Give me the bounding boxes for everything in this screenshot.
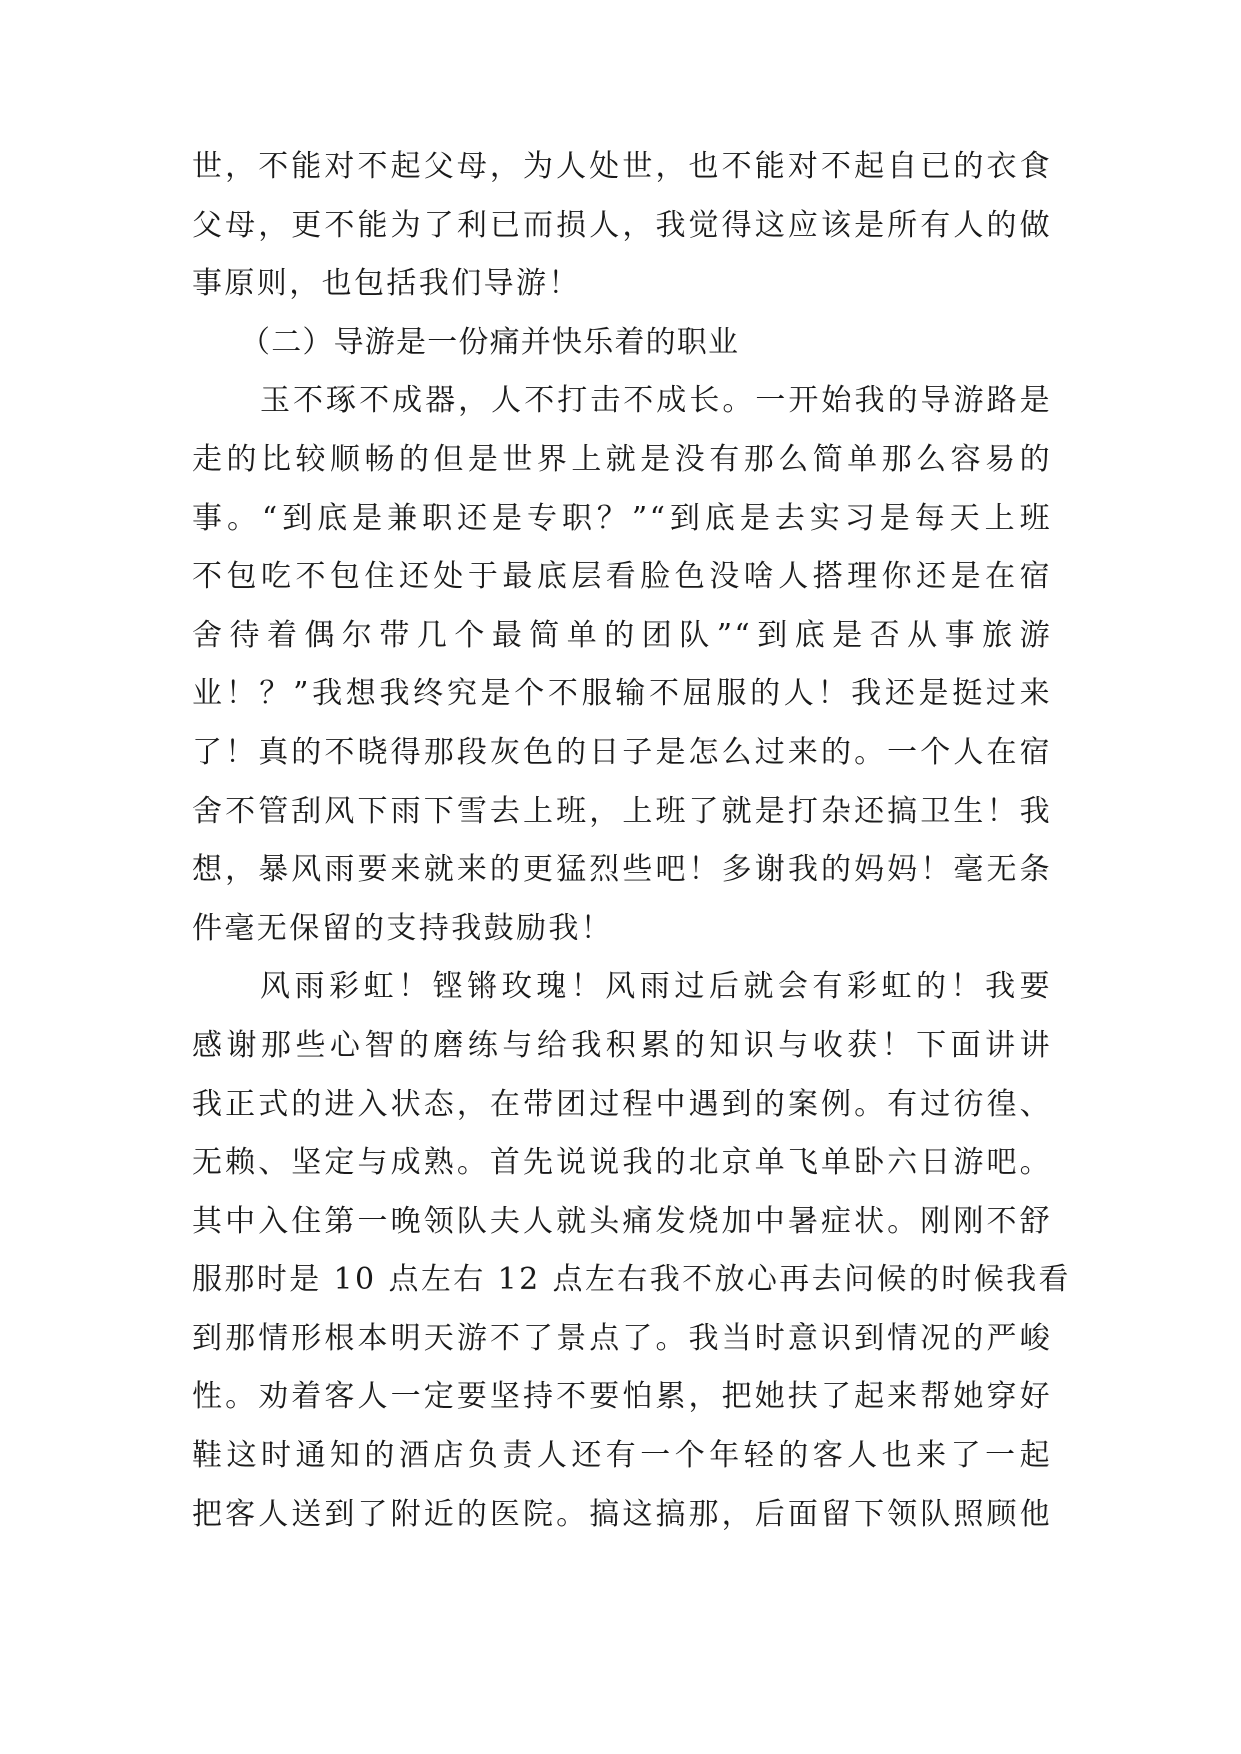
- text-line: 舍不管刮风下雨下雪去上班，上班了就是打杂还搞卫生！我: [192, 793, 1052, 829]
- text-line: 父母，更不能为了利已而损人，我觉得这应该是所有人的做: [192, 207, 1052, 243]
- text-line: 事。“到底是兼职还是专职？”“到底是去实习是每天上班: [192, 500, 1052, 536]
- section-heading: （二）导游是一份痛并快乐着的职业: [240, 324, 740, 360]
- text-line: 走的比较顺畅的但是世界上就是没有那么简单那么容易的: [192, 441, 1052, 477]
- text-line: 事原则，也包括我们导游！: [192, 266, 581, 302]
- text-line: 服那时是 10 点左右 12 点左右我不放心再去问候的时候我看: [192, 1262, 1071, 1298]
- text-line: 把客人送到了附近的医院。搞这搞那，后面留下领队照顾他: [192, 1496, 1052, 1532]
- body-text: [192, 138, 1071, 1544]
- text-line: 件毫无保留的支持我鼓励我！: [192, 910, 614, 946]
- text-line: 性。劝着客人一定要坚持不要怕累，把她扶了起来帮她穿好: [192, 1379, 1052, 1415]
- text-line: 感谢那些心智的磨练与给我积累的知识与收获！下面讲讲: [192, 1027, 1052, 1063]
- text-line: 世，不能对不起父母，为人处世，也不能对不起自已的衣食: [192, 149, 1052, 184]
- text-line: 我正式的进入状态，在带团过程中遇到的案例。有过彷徨、: [192, 1086, 1052, 1122]
- text-line: 业！？”我想我终究是个不服输不屈服的人！我还是挺过来: [192, 676, 1052, 712]
- paragraph-first-line: 玉不琢不成器，人不打击不成长。一开始我的导游路是: [260, 383, 1052, 419]
- text-line: 到那情形根本明天游不了景点了。我当时意识到情况的严峻: [192, 1320, 1052, 1356]
- text-line: 了！真的不晓得那段灰色的日子是怎么过来的。一个人在宿: [192, 734, 1052, 770]
- text-line: 舍待着偶尔带几个最简单的团队”“到底是否从事旅游: [192, 617, 1052, 653]
- paragraph-first-line: 风雨彩虹！铿锵玫瑰！风雨过后就会有彩虹的！我要: [260, 969, 1052, 1005]
- text-line: 不包吃不包住还处于最底层看脸色没啥人搭理你还是在宿: [192, 559, 1052, 595]
- text-line: 其中入住第一晚领队夫人就头痛发烧加中暑症状。刚刚不舒: [192, 1203, 1052, 1239]
- text-line: 想，暴风雨要来就来的更猛烈些吧！多谢我的妈妈！毫无条: [192, 852, 1052, 888]
- text-line: 鞋这时通知的酒店负责人还有一个年轻的客人也来了一起: [192, 1438, 1052, 1474]
- text-line: 无赖、坚定与成熟。首先说说我的北京单飞单卧六日游吧。: [192, 1145, 1052, 1181]
